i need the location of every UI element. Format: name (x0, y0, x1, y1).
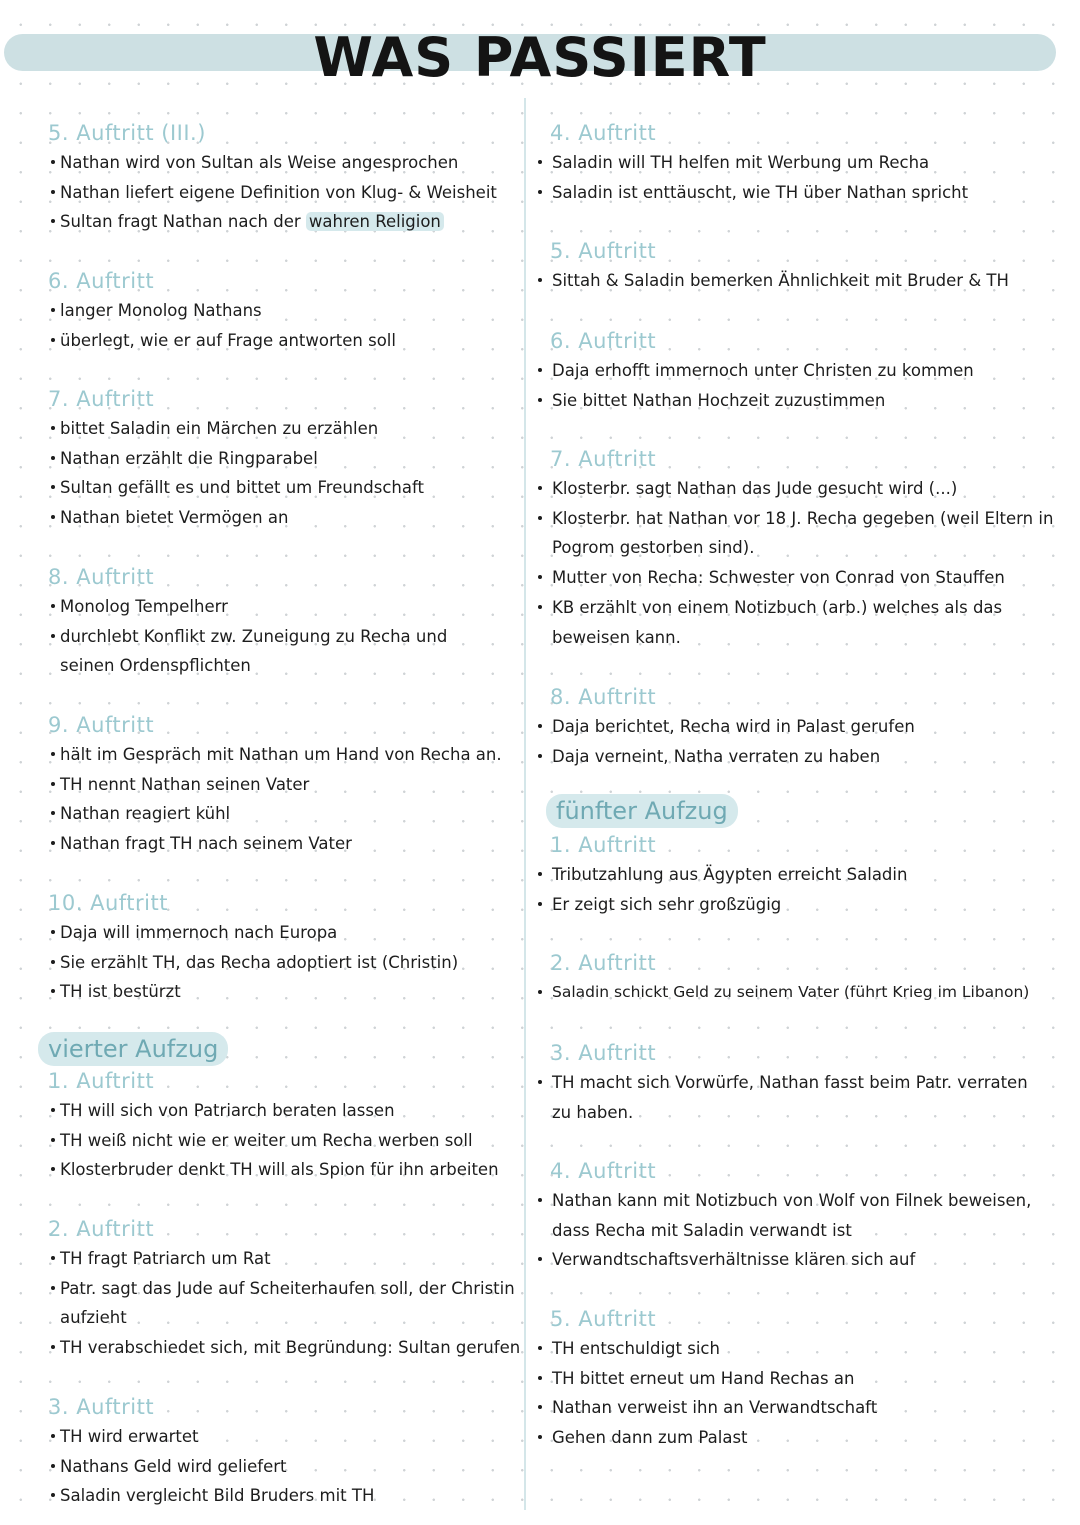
bullet-icon (538, 516, 542, 520)
list-item: überlegt, wie er auf Frage antworten soll (0, 326, 524, 356)
bullet-icon (51, 160, 55, 164)
bullet-icon (538, 368, 542, 372)
section-4-auftritt (526, 118, 1080, 207)
act5-section-1-auftritt (526, 830, 1080, 919)
list-item: Mutter von Recha: Schwester von Conrad von Stauffen (526, 563, 1080, 593)
list-item: Nathan liefert eigene Definition von Klug- & Weisheit (0, 178, 524, 208)
list-item: TH will sich von Patriarch beraten lassen (0, 1096, 524, 1126)
list-item: Sie erzählt TH, das Recha adoptiert ist (Christin) (0, 948, 524, 978)
list-item: Daja will immernoch nach Europa (0, 918, 524, 948)
section-heading: 9. Auftritt (48, 713, 155, 737)
act-5-heading-wrap (526, 794, 1080, 828)
bullet-icon (538, 1257, 542, 1261)
list-item: Klosterbruder denkt TH will als Spion für ihn arbeiten (0, 1155, 524, 1185)
list-item: Saladin schickt Geld zu seinem Vater (führt Krieg im Libanon) (526, 978, 1080, 1008)
bullet-icon (51, 752, 55, 756)
bullet-icon (51, 1345, 55, 1349)
list-item: Saladin will TH helfen mit Werbung um Recha (526, 148, 1080, 178)
list-item: TH fragt Patriarch um Rat (0, 1244, 524, 1274)
list-item: Nathan bietet Vermögen an (0, 503, 524, 533)
bullet-icon (51, 1167, 55, 1171)
bullet-icon (538, 1376, 542, 1380)
list-item: Monolog Tempelherr (0, 592, 524, 622)
section-5-auftritt (0, 118, 524, 237)
bullet-icon (51, 1493, 55, 1497)
list-item: bittet Saladin ein Märchen zu erzählen (0, 414, 524, 444)
list-item-continuation: beweisen kann. (552, 627, 681, 647)
page-title: WAS PASSIERT (313, 26, 767, 89)
bullet-icon (51, 1256, 55, 1260)
list-item: Sie bittet Nathan Hochzeit zuzustimmen (526, 386, 1080, 416)
section-6-auftritt-right (526, 326, 1080, 415)
left-column (0, 0, 524, 1525)
bullet-icon (51, 930, 55, 934)
list-item: Daja verneint, Natha verraten zu haben (526, 742, 1080, 772)
list-item: Saladin vergleicht Bild Bruders mit TH (0, 1481, 524, 1511)
bullet-icon (538, 486, 542, 490)
list-item: Saladin ist enttäuscht, wie TH über Nathan spricht (526, 178, 1080, 208)
section-heading: 6. Auftritt (48, 269, 155, 293)
list-item-continuation: dass Recha mit Saladin verwandt ist (552, 1220, 852, 1240)
bullet-icon (538, 872, 542, 876)
section-heading: 1. Auftritt (550, 833, 657, 857)
bullet-icon (51, 782, 55, 786)
section-heading: 5. Auftritt (550, 239, 657, 263)
list-item: Nathan wird von Sultan als Weise angesprochen (0, 148, 524, 178)
bullet-icon (51, 604, 55, 608)
bullet-icon (538, 902, 542, 906)
list-item: TH nennt Nathan seinen Vater (0, 770, 524, 800)
list-item: TH verabschiedet sich, mit Begründung: Sultan gerufen (0, 1333, 524, 1363)
section-heading: 2. Auftritt (550, 951, 657, 975)
list-item: TH weiß nicht wie er weiter um Recha werben soll (0, 1126, 524, 1156)
section-5-auftritt-right (526, 236, 1080, 296)
list-item: Nathan reagiert kühl (0, 799, 524, 829)
bullet-icon (51, 960, 55, 964)
list-item-continuation: Pogrom gestorben sind). (552, 538, 755, 558)
act-4-heading-wrap (0, 1032, 524, 1066)
list-item: langer Monolog Nathans (0, 296, 524, 326)
list-item: Sultan gefällt es und bittet um Freundschaft (0, 473, 524, 503)
act4-section-2-auftritt (0, 1214, 524, 1363)
bullet-icon (51, 190, 55, 194)
highlighted-text: wahren Religion (306, 212, 444, 231)
bullet-icon (538, 190, 542, 194)
section-heading: 8. Auftritt (48, 565, 155, 589)
bullet-icon (51, 811, 55, 815)
section-heading: 5. Auftritt (III.) (48, 121, 206, 145)
bullet-icon (538, 1405, 542, 1409)
list-item: Klosterbr. sagt Nathan das Jude gesucht wird (...) (526, 474, 1080, 504)
list-item: TH macht sich Vorwürfe, Nathan fasst beim Patr. verraten (526, 1068, 1080, 1098)
act5-section-2-auftritt (526, 948, 1080, 1008)
bullet-icon (51, 456, 55, 460)
section-heading: 4. Auftritt (550, 121, 657, 145)
bullet-icon (51, 841, 55, 845)
section-heading: 1. Auftritt (48, 1069, 155, 1093)
list-item: Nathan erzählt die Ringparabel (0, 444, 524, 474)
section-heading: 3. Auftritt (550, 1041, 657, 1065)
section-8-auftritt-right (526, 682, 1080, 771)
bullet-icon (51, 1464, 55, 1468)
section-8-auftritt (0, 562, 524, 681)
bullet-icon (51, 989, 55, 993)
list-item: Klosterbr. hat Nathan vor 18 J. Recha gegeben (weil Eltern in (526, 504, 1080, 534)
section-heading: 10. Auftritt (48, 891, 168, 915)
section-9-auftritt (0, 710, 524, 859)
bullet-icon (538, 398, 542, 402)
list-item: Nathan verweist ihn an Verwandtschaft (526, 1393, 1080, 1423)
list-item: Nathans Geld wird geliefert (0, 1452, 524, 1482)
act5-section-5-auftritt (526, 1304, 1080, 1453)
list-item: durchlebt Konflikt zw. Zuneigung zu Recha und (0, 622, 524, 652)
act4-section-3-auftritt (0, 1392, 524, 1511)
act-heading: fünfter Aufzug (546, 794, 738, 828)
section-heading: 7. Auftritt (550, 447, 657, 471)
act-heading: vierter Aufzug (38, 1032, 228, 1066)
section-heading: 6. Auftritt (550, 329, 657, 353)
list-item: Tributzahlung aus Ägypten erreicht Saladin (526, 860, 1080, 890)
list-item: Nathan fragt TH nach seinem Vater (0, 829, 524, 859)
bullet-icon (538, 1435, 542, 1439)
right-column (526, 0, 1080, 1525)
bullet-icon (538, 160, 542, 164)
list-item: Er zeigt sich sehr großzügig (526, 890, 1080, 920)
bullet-icon (538, 724, 542, 728)
section-heading: 2. Auftritt (48, 1217, 155, 1241)
bullet-icon (538, 575, 542, 579)
bullet-icon (538, 754, 542, 758)
section-7-auftritt (0, 384, 524, 533)
section-heading: 3. Auftritt (48, 1395, 155, 1419)
section-7-auftritt-right (526, 444, 1080, 652)
list-item-continuation: seinen Ordenspflichten (60, 656, 251, 676)
bullet-icon (51, 426, 55, 430)
list-item: Verwandtschaftsverhältnisse klären sich auf (526, 1245, 1080, 1275)
bullet-icon (538, 278, 542, 282)
list-item: Patr. sagt das Jude auf Scheiterhaufen soll, der Christin (0, 1274, 524, 1304)
list-item: hält im Gespräch mit Nathan um Hand von Recha an. (0, 740, 524, 770)
list-item: Sultan fragt Nathan nach der wahren Religion (0, 207, 524, 237)
bullet-icon (51, 219, 55, 223)
list-item: Sittah & Saladin bemerken Ähnlichkeit mit Bruder & TH (526, 266, 1080, 296)
section-heading: 8. Auftritt (550, 685, 657, 709)
list-item: TH ist bestürzt (0, 977, 524, 1007)
act5-section-3-auftritt (526, 1038, 1080, 1127)
list-item: TH bittet erneut um Hand Rechas an (526, 1364, 1080, 1394)
list-item: Daja erhofft immernoch unter Christen zu kommen (526, 356, 1080, 386)
bullet-icon (51, 338, 55, 342)
bullet-icon (538, 1346, 542, 1350)
list-item: Daja berichtet, Recha wird in Palast gerufen (526, 712, 1080, 742)
list-item: TH wird erwartet (0, 1422, 524, 1452)
bullet-icon (538, 1080, 542, 1084)
list-item-continuation: aufzieht (60, 1308, 127, 1328)
bullet-icon (51, 1108, 55, 1112)
section-heading: 4. Auftritt (550, 1159, 657, 1183)
list-item: Gehen dann zum Palast (526, 1423, 1080, 1453)
list-item: Nathan kann mit Notizbuch von Wolf von Filnek beweisen, (526, 1186, 1080, 1216)
bullet-icon (538, 990, 542, 994)
bullet-icon (51, 308, 55, 312)
list-item-continuation: zu haben. (552, 1102, 634, 1122)
bullet-icon (51, 1434, 55, 1438)
act5-section-4-auftritt (526, 1156, 1080, 1275)
bullet-icon (51, 515, 55, 519)
bullet-icon (51, 485, 55, 489)
bullet-icon (51, 634, 55, 638)
section-heading: 5. Auftritt (550, 1307, 657, 1331)
bullet-icon (538, 605, 542, 609)
list-item: KB erzählt von einem Notizbuch (arb.) welches als das (526, 593, 1080, 623)
section-10-auftritt (0, 888, 524, 1007)
section-heading: 7. Auftritt (48, 387, 155, 411)
bullet-icon (51, 1286, 55, 1290)
act4-section-1-auftritt (0, 1066, 524, 1185)
bullet-icon (538, 1198, 542, 1202)
list-item: TH entschuldigt sich (526, 1334, 1080, 1364)
bullet-icon (51, 1138, 55, 1142)
section-6-auftritt (0, 266, 524, 355)
